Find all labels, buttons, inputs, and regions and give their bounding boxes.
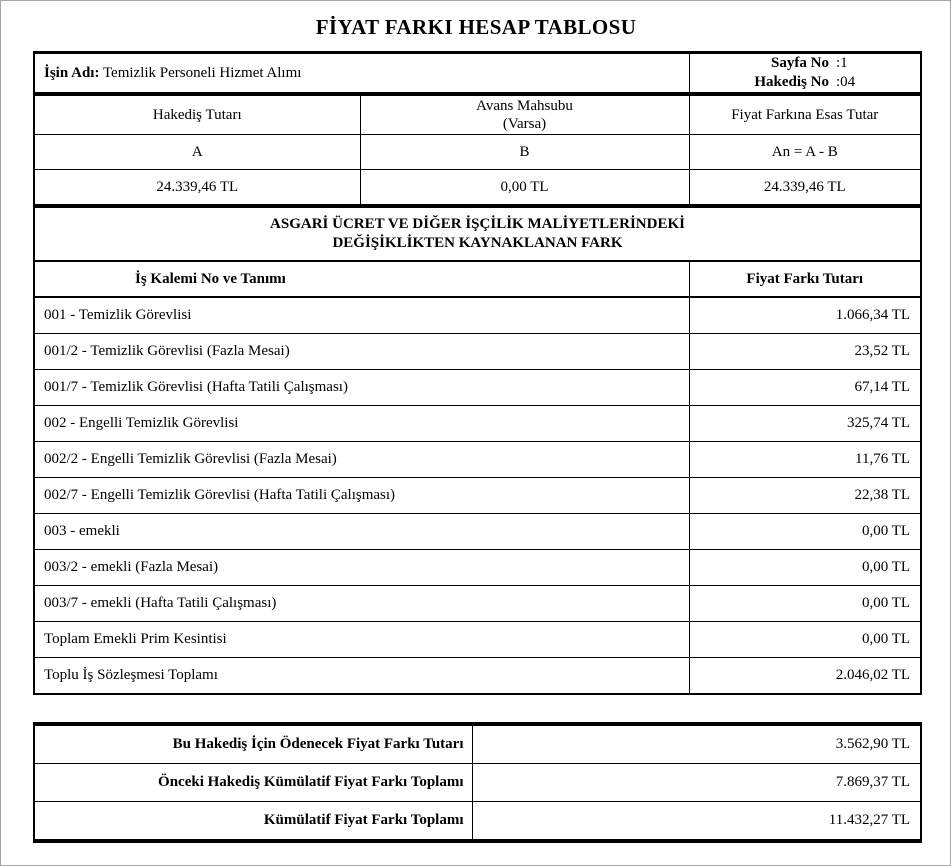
document-body <box>1 1 950 843</box>
total-label: Önceki Hakediş Kümülatif Fiyat Farkı Toplamı <box>34 764 472 802</box>
document-title: FİYAT FARKI HESAP TABLOSU <box>315 15 637 39</box>
item-label: 003 - emekli <box>34 514 689 550</box>
item-row <box>34 478 921 514</box>
item-row <box>34 406 921 442</box>
item-label: 002 - Engelli Temizlik Görevlisi <box>34 406 689 442</box>
total-amount: 7.869,37 TL <box>472 764 921 802</box>
code-a: A <box>34 135 360 170</box>
items-header-label: İş Kalemi No ve Tanımı <box>34 261 689 297</box>
page-no-value: :1 <box>835 55 848 71</box>
header-avans-line1: Avans Mahsubu <box>476 98 573 114</box>
info-row <box>34 53 921 94</box>
item-row <box>34 622 921 658</box>
job-name-value: Temizlik Personeli Hizmet Alımı <box>102 64 302 81</box>
summary-header-row <box>34 95 921 135</box>
amount-a: 24.339,46 TL <box>34 170 360 206</box>
total-label: Bu Hakediş İçin Ödenecek Fiyat Farkı Tutarı <box>34 724 472 764</box>
document-numbers <box>754 54 855 92</box>
item-amount: 0,00 TL <box>689 550 921 586</box>
item-label: 001/7 - Temizlik Görevlisi (Hafta Tatili Çalışması) <box>34 370 689 406</box>
document-numbers-cell <box>689 53 921 94</box>
summary-table <box>33 94 922 206</box>
header-hakedis-tutari: Hakediş Tutarı <box>34 95 360 135</box>
total-row <box>34 724 921 764</box>
item-row <box>34 550 921 586</box>
item-row <box>34 370 921 406</box>
item-label: Toplu İş Sözleşmesi Toplamı <box>34 658 689 695</box>
item-amount: 0,00 TL <box>689 622 921 658</box>
section-title-row <box>34 207 921 261</box>
item-row <box>34 442 921 478</box>
item-label: 003/7 - emekli (Hafta Tatili Çalışması) <box>34 586 689 622</box>
item-amount: 325,74 TL <box>689 406 921 442</box>
item-amount: 22,38 TL <box>689 478 921 514</box>
section-title-line1: ASGARİ ÜCRET VE DİĞER İŞÇİLİK MALİYETLERİNDEKİ <box>270 216 685 232</box>
code-an: An = A - B <box>689 135 921 170</box>
item-amount: 67,14 TL <box>689 370 921 406</box>
amount-an: 24.339,46 TL <box>689 170 921 206</box>
totals-table <box>33 722 922 843</box>
item-label: Toplam Emekli Prim Kesintisi <box>34 622 689 658</box>
item-label: 002/7 - Engelli Temizlik Görevlisi (Hafta Tatili Çalışması) <box>34 478 689 514</box>
header-avans-mahsubu <box>360 95 689 135</box>
item-row <box>34 297 921 334</box>
items-table <box>33 206 922 695</box>
total-row <box>34 802 921 842</box>
total-label: Kümülatif Fiyat Farkı Toplamı <box>34 802 472 842</box>
item-label: 001 - Temizlik Görevlisi <box>34 297 689 334</box>
item-amount: 0,00 TL <box>689 514 921 550</box>
item-amount: 2.046,02 TL <box>689 658 921 695</box>
item-label: 003/2 - emekli (Fazla Mesai) <box>34 550 689 586</box>
info-table <box>33 51 922 94</box>
header-esas-tutar: Fiyat Farkına Esas Tutar <box>689 95 921 135</box>
item-amount: 23,52 TL <box>689 334 921 370</box>
item-row <box>34 586 921 622</box>
section-title-line2: DEĞİŞİKLİKTEN KAYNAKLANAN FARK <box>332 235 623 251</box>
summary-amount-row <box>34 170 921 206</box>
total-amount: 11.432,27 TL <box>472 802 921 842</box>
item-row <box>34 658 921 695</box>
header-avans-line2: (Varsa) <box>502 116 547 132</box>
item-label: 002/2 - Engelli Temizlik Görevlisi (Fazla Mesai) <box>34 442 689 478</box>
amount-b: 0,00 TL <box>360 170 689 206</box>
code-b: B <box>360 135 689 170</box>
items-header-amount: Fiyat Farkı Tutarı <box>689 261 921 297</box>
total-amount: 3.562,90 TL <box>472 724 921 764</box>
job-name-cell <box>34 53 689 94</box>
item-amount: 11,76 TL <box>689 442 921 478</box>
item-amount: 0,00 TL <box>689 586 921 622</box>
job-name-label: İşin Adı: <box>44 64 100 81</box>
hakedis-no-label: Hakediş No <box>754 74 829 90</box>
item-label: 001/2 - Temizlik Görevlisi (Fazla Mesai) <box>34 334 689 370</box>
total-row <box>34 764 921 802</box>
items-header-row <box>34 261 921 297</box>
page-no-label: Sayfa No <box>771 55 829 71</box>
hakedis-no-value: :04 <box>835 74 856 90</box>
section-title-cell <box>34 207 921 261</box>
item-row <box>34 514 921 550</box>
item-row <box>34 334 921 370</box>
summary-code-row <box>34 135 921 170</box>
item-amount: 1.066,34 TL <box>689 297 921 334</box>
